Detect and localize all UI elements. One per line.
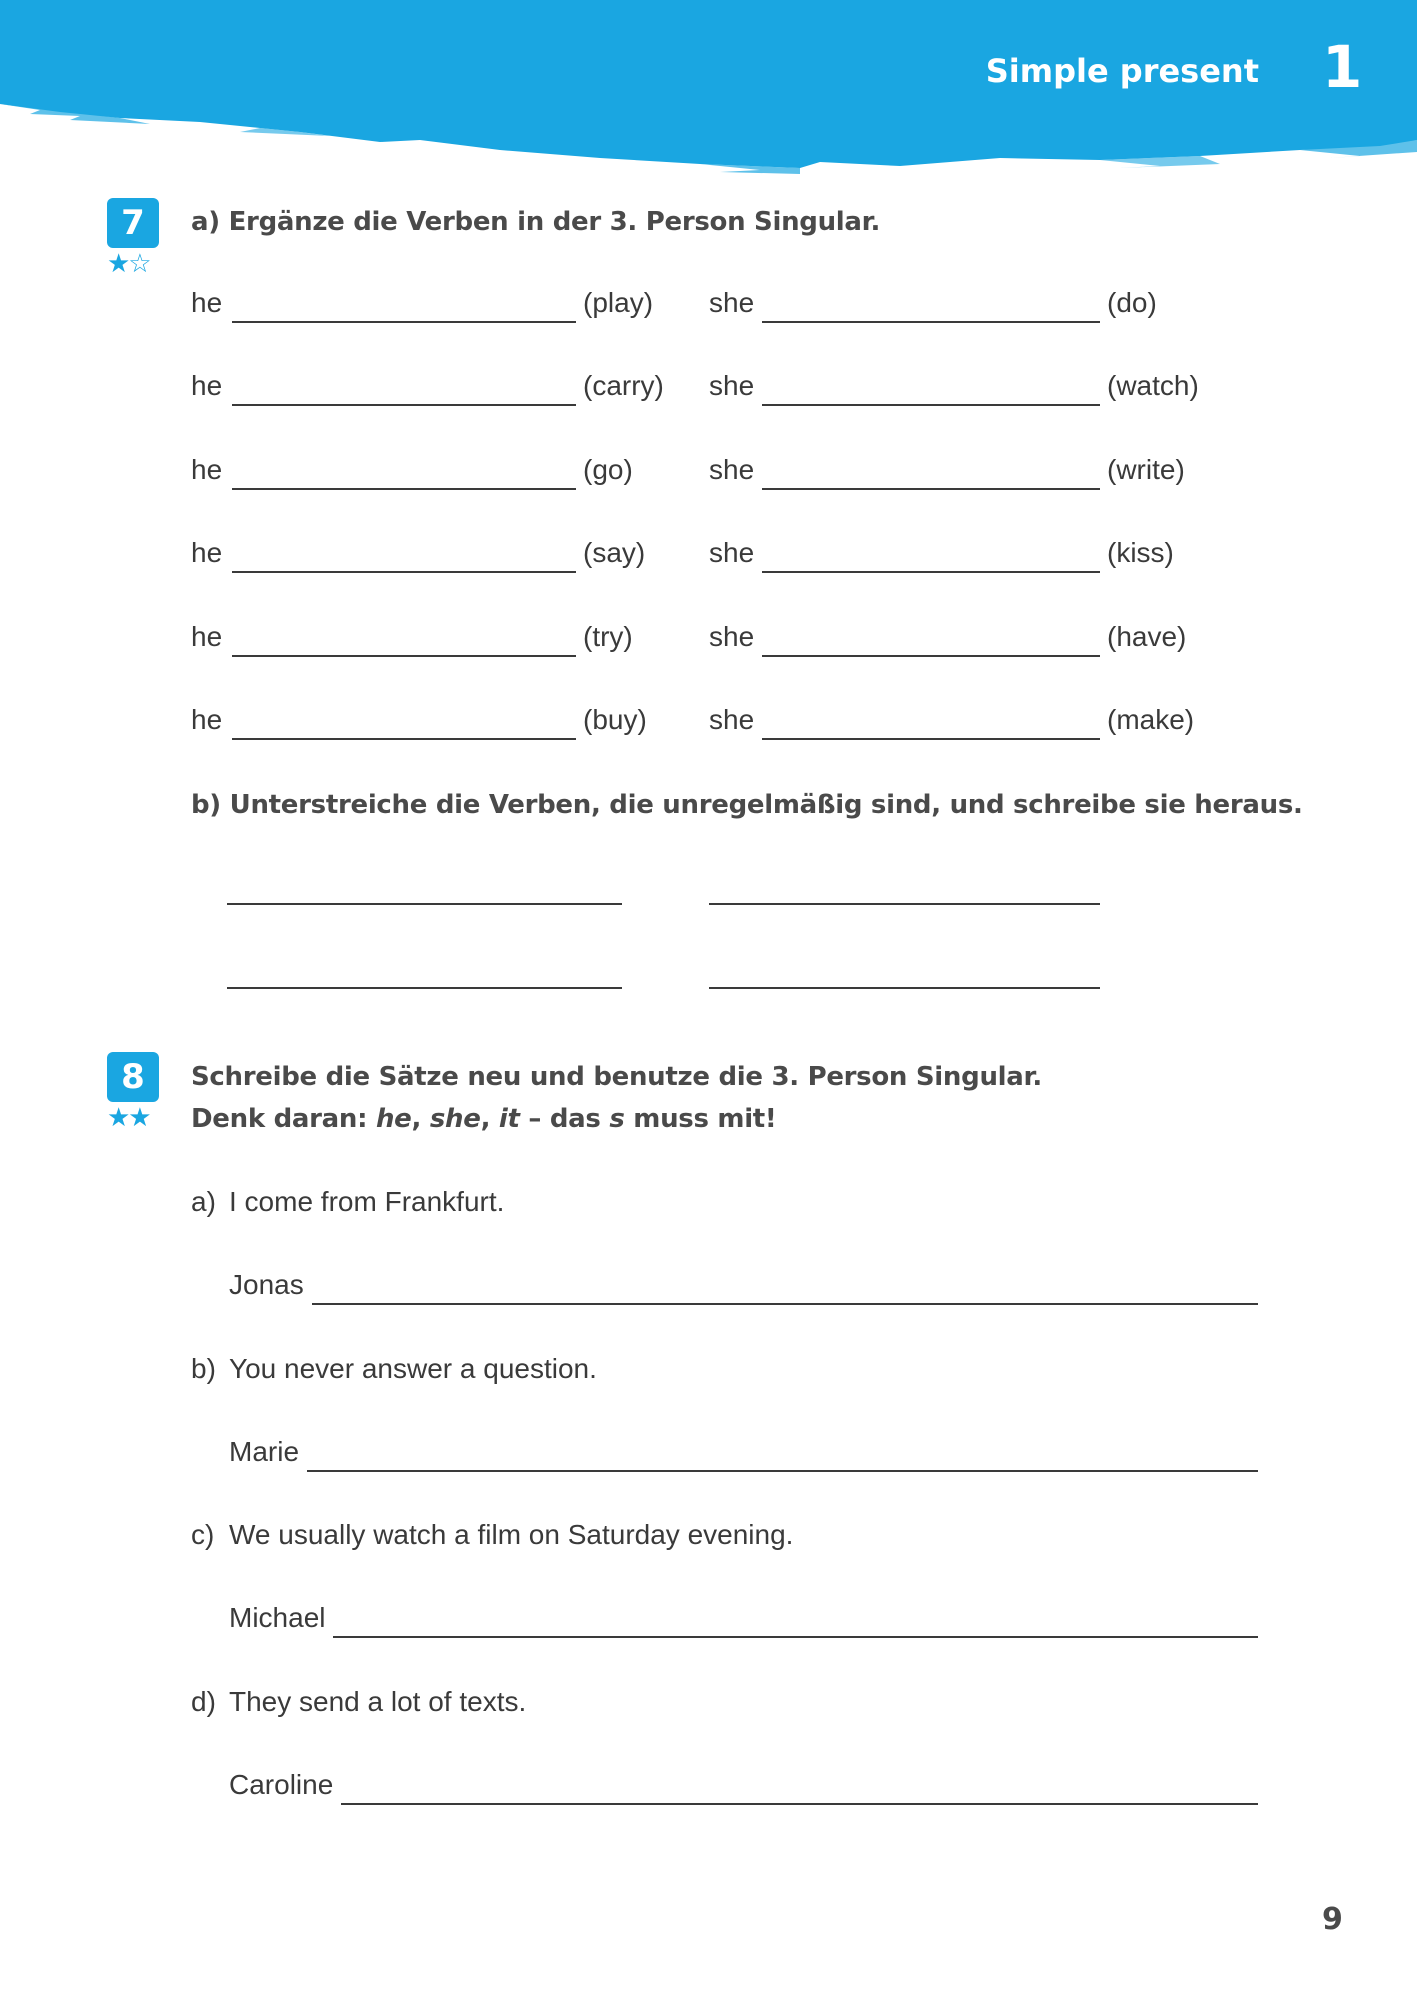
verb-answer-line[interactable] xyxy=(762,655,1100,657)
reminder-prefix: Denk daran: xyxy=(191,1104,376,1134)
sentence-answer-line[interactable] xyxy=(312,1303,1258,1305)
verb-answer-line[interactable] xyxy=(762,404,1100,406)
verb-base-form: (say) xyxy=(583,537,646,569)
pronoun-she: she xyxy=(709,453,755,485)
exercise-8-reminder xyxy=(191,1104,777,1134)
item-label: c) xyxy=(191,1519,215,1550)
exercise-7a-instruction: a) Ergänze die Verben in der 3. Person Singular. xyxy=(191,207,881,237)
verb-base-form: (watch) xyxy=(1107,370,1199,402)
page-number: 9 xyxy=(1322,1902,1343,1937)
difficulty-stars-icon: ★☆ xyxy=(107,248,150,278)
pronoun-he: he xyxy=(191,537,223,569)
header-band xyxy=(0,0,1417,180)
verb-base-form: (do) xyxy=(1107,287,1157,318)
subject-name: Jonas xyxy=(229,1269,304,1300)
verb-answer-line[interactable] xyxy=(232,321,576,323)
verb-answer-line[interactable] xyxy=(232,738,576,740)
verb-base-form: (buy) xyxy=(583,704,647,735)
sentence-answer-line[interactable] xyxy=(307,1470,1258,1472)
reminder-dash: – das xyxy=(519,1104,610,1134)
brush-stroke-banner xyxy=(0,0,1417,180)
answer-line[interactable] xyxy=(709,903,1100,905)
reminder-suffix: muss mit! xyxy=(624,1104,777,1134)
verb-base-form: (kiss) xyxy=(1107,537,1174,569)
pronoun-he: he xyxy=(191,620,223,652)
exercise-8-instruction: Schreibe die Sätze neu und benutze die 3. Person Singular. xyxy=(191,1062,1042,1092)
exercise-7b-instruction: b) Unterstreiche die Verben, die unregelmäßig sind, und schreibe sie heraus. xyxy=(191,790,1303,820)
verb-answer-line[interactable] xyxy=(232,655,576,657)
pronoun-she: she xyxy=(709,287,755,318)
verb-answer-line[interactable] xyxy=(232,571,576,573)
pronoun-she: she xyxy=(709,704,755,735)
reminder-s: s xyxy=(609,1104,625,1134)
subject-name: Caroline xyxy=(229,1768,334,1800)
source-sentence: We usually watch a film on Saturday evening. xyxy=(229,1519,794,1550)
item-label: a) xyxy=(191,1186,216,1217)
sentence-answer-line[interactable] xyxy=(341,1803,1258,1805)
pronoun-he: he xyxy=(191,370,223,402)
subject-name: Marie xyxy=(229,1435,300,1467)
verb-base-form: (go) xyxy=(583,453,633,485)
answer-line[interactable] xyxy=(227,903,622,905)
pronoun-he: he xyxy=(191,287,223,318)
reminder-comma: , xyxy=(411,1104,430,1134)
reminder-she: she xyxy=(429,1104,481,1134)
verb-base-form: (write) xyxy=(1107,453,1185,485)
sentence-answer-line[interactable] xyxy=(333,1636,1258,1638)
exercise-7-badge: 7 xyxy=(107,198,159,248)
verb-answer-line[interactable] xyxy=(762,321,1100,323)
source-sentence: I come from Frankfurt. xyxy=(229,1186,505,1217)
verb-base-form: (have) xyxy=(1107,620,1187,652)
answer-line[interactable] xyxy=(709,987,1100,989)
reminder-he: he xyxy=(375,1104,412,1134)
verb-base-form: (play) xyxy=(583,287,654,318)
verb-base-form: (try) xyxy=(583,620,633,652)
chapter-title: Simple present xyxy=(985,52,1259,90)
reminder-comma: , xyxy=(480,1104,499,1134)
exercise-8-badge: 8 xyxy=(107,1052,159,1102)
pronoun-she: she xyxy=(709,370,755,402)
difficulty-stars-icon: ★★ xyxy=(107,1102,150,1132)
item-label: d) xyxy=(191,1685,216,1717)
verb-answer-line[interactable] xyxy=(232,404,576,406)
verb-answer-line[interactable] xyxy=(762,571,1100,573)
chapter-number: 1 xyxy=(1322,33,1363,101)
answer-line[interactable] xyxy=(227,987,622,989)
source-sentence: They send a lot of texts. xyxy=(229,1685,527,1717)
source-sentence: You never answer a question. xyxy=(229,1352,597,1384)
reminder-it: it xyxy=(498,1104,520,1134)
verb-answer-line[interactable] xyxy=(232,488,576,490)
pronoun-he: he xyxy=(191,453,223,485)
verb-base-form: (carry) xyxy=(583,370,664,402)
subject-name: Michael xyxy=(229,1602,326,1633)
pronoun-he: he xyxy=(191,704,223,735)
verb-answer-line[interactable] xyxy=(762,738,1100,740)
item-label: b) xyxy=(191,1352,216,1384)
pronoun-she: she xyxy=(709,620,755,652)
verb-answer-line[interactable] xyxy=(762,488,1100,490)
verb-base-form: (make) xyxy=(1107,704,1195,735)
pronoun-she: she xyxy=(709,537,755,569)
